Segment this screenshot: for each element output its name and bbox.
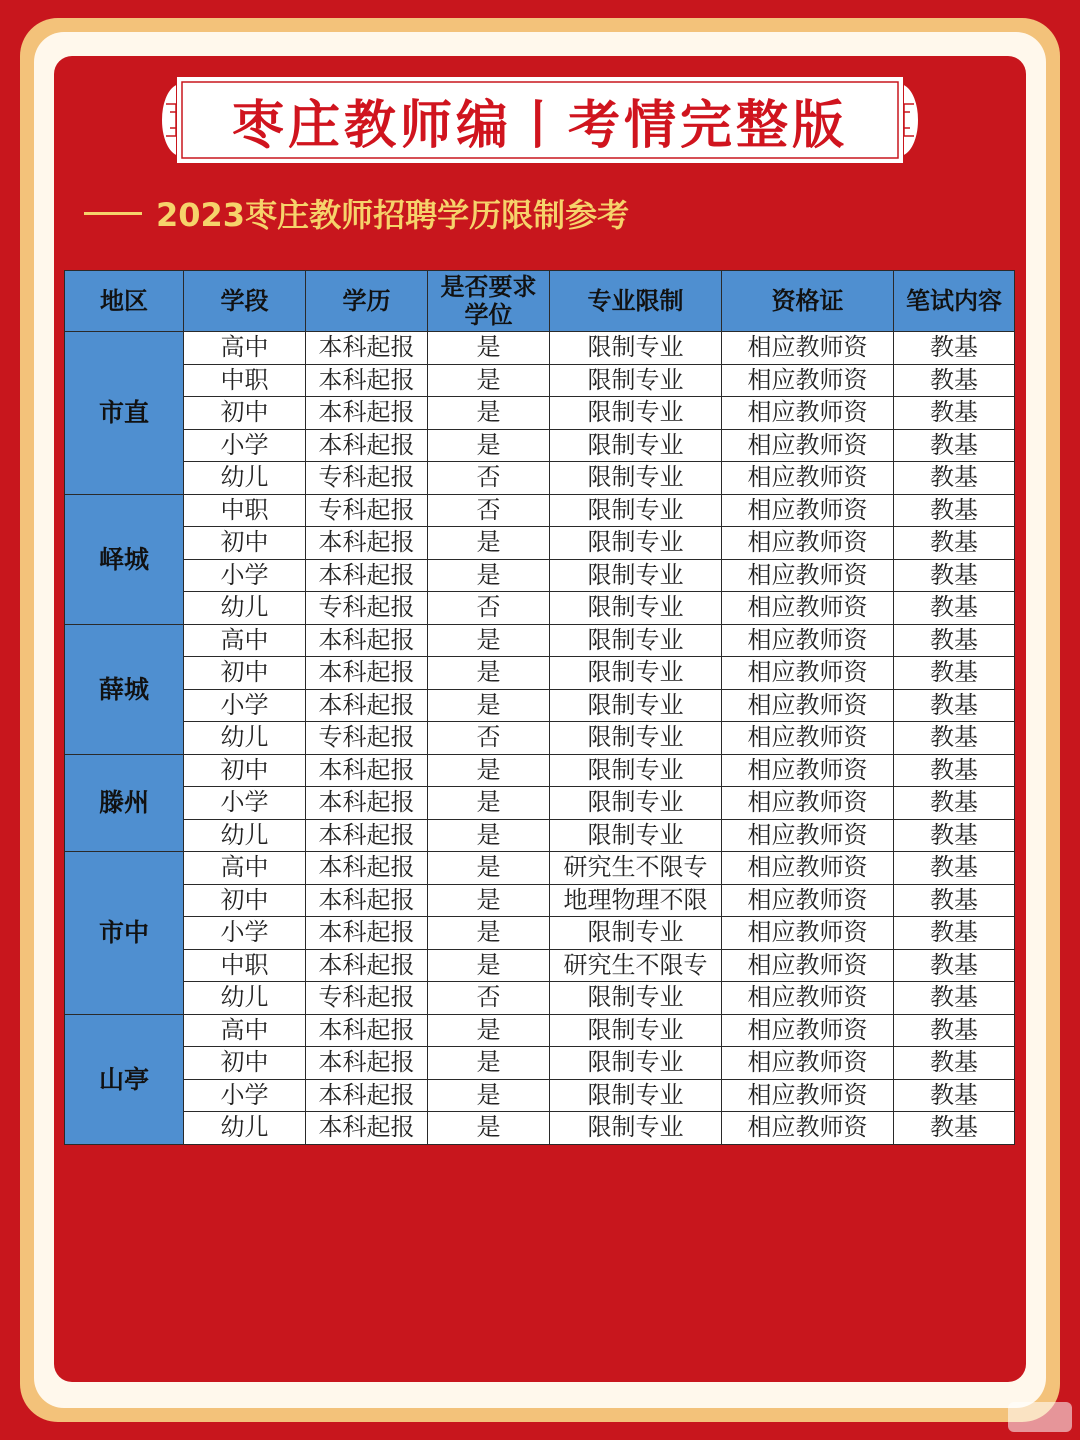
table-cell: 教基: [894, 689, 1015, 722]
table-cell: 相应教师资: [722, 462, 894, 495]
title-banner: [152, 74, 928, 166]
table-cell: 教基: [894, 397, 1015, 430]
table-cell: 相应教师资: [722, 917, 894, 950]
table-cell: 幼儿: [184, 592, 306, 625]
table-cell: 小学: [184, 1079, 306, 1112]
table-cell: 是: [428, 397, 550, 430]
table-row: [65, 852, 1015, 885]
table-cell: 教基: [894, 1014, 1015, 1047]
table-cell: 否: [428, 592, 550, 625]
table-cell: 教基: [894, 852, 1015, 885]
table-cell: 是: [428, 754, 550, 787]
table-cell: 限制专业: [550, 657, 722, 690]
table-cell: 初中: [184, 657, 306, 690]
table-cell: 教基: [894, 1112, 1015, 1145]
watermark-badge: [1008, 1402, 1072, 1432]
table-cell: 限制专业: [550, 1112, 722, 1145]
subtitle-dash: [84, 212, 142, 215]
table-cell: 幼儿: [184, 462, 306, 495]
table-cell: 本科起报: [306, 624, 428, 657]
table-cell: 相应教师资: [722, 592, 894, 625]
table-cell: 教基: [894, 917, 1015, 950]
subtitle-text: 2023枣庄教师招聘学历限制参考: [156, 196, 630, 234]
table-row: [65, 949, 1015, 982]
table-cell: 初中: [184, 397, 306, 430]
table-row: [65, 657, 1015, 690]
table-row: [65, 917, 1015, 950]
table-cell: 是: [428, 429, 550, 462]
table-row: [65, 689, 1015, 722]
table-cell: 相应教师资: [722, 397, 894, 430]
table-cell: 限制专业: [550, 462, 722, 495]
table-row: [65, 364, 1015, 397]
table-cell: 相应教师资: [722, 722, 894, 755]
table-cell: 本科起报: [306, 754, 428, 787]
table-cell: 教基: [894, 527, 1015, 560]
table-row: [65, 722, 1015, 755]
table-row: [65, 1047, 1015, 1080]
table-cell: 限制专业: [550, 559, 722, 592]
table-cell: 中职: [184, 494, 306, 527]
table-cell: 是: [428, 1047, 550, 1080]
table-cell: 教基: [894, 754, 1015, 787]
table-cell: 教基: [894, 657, 1015, 690]
table-cell: 是: [428, 949, 550, 982]
table-cell: 小学: [184, 917, 306, 950]
table-cell: 相应教师资: [722, 949, 894, 982]
region-cell: 市中: [65, 852, 184, 1015]
table-row: [65, 754, 1015, 787]
table-cell: 本科起报: [306, 917, 428, 950]
region-cell: 滕州: [65, 754, 184, 852]
table-cell: 初中: [184, 754, 306, 787]
table-cell: 教基: [894, 332, 1015, 365]
table-cell: 教基: [894, 787, 1015, 820]
requirements-table: [64, 270, 1015, 1145]
table-cell: 相应教师资: [722, 1079, 894, 1112]
table-cell: 限制专业: [550, 364, 722, 397]
region-cell: 山亭: [65, 1014, 184, 1144]
table-cell: 相应教师资: [722, 1014, 894, 1047]
table-cell: 初中: [184, 1047, 306, 1080]
table-cell: 限制专业: [550, 527, 722, 560]
table-row: [65, 559, 1015, 592]
table-cell: 本科起报: [306, 819, 428, 852]
table-cell: 高中: [184, 624, 306, 657]
table-header-row: [65, 271, 1015, 332]
table-row: [65, 592, 1015, 625]
table-cell: 本科起报: [306, 884, 428, 917]
table-row: [65, 982, 1015, 1015]
table-cell: 教基: [894, 949, 1015, 982]
header-cell: 笔试内容: [894, 271, 1015, 332]
table-cell: 教基: [894, 592, 1015, 625]
table-row: [65, 819, 1015, 852]
requirements-table-wrap: [64, 270, 1014, 1145]
table-cell: 本科起报: [306, 364, 428, 397]
table-row: [65, 884, 1015, 917]
table-cell: 相应教师资: [722, 787, 894, 820]
table-cell: 限制专业: [550, 1079, 722, 1112]
table-cell: 是: [428, 819, 550, 852]
header-cell: 学历: [306, 271, 428, 332]
table-cell: 教基: [894, 364, 1015, 397]
table-cell: 是: [428, 917, 550, 950]
table-cell: 幼儿: [184, 1112, 306, 1145]
table-cell: 本科起报: [306, 397, 428, 430]
table-cell: 本科起报: [306, 787, 428, 820]
table-cell: 限制专业: [550, 624, 722, 657]
header-cell: 学段: [184, 271, 306, 332]
table-cell: 本科起报: [306, 657, 428, 690]
table-cell: 限制专业: [550, 429, 722, 462]
table-cell: 幼儿: [184, 982, 306, 1015]
table-cell: 中职: [184, 364, 306, 397]
table-cell: 相应教师资: [722, 494, 894, 527]
table-row: [65, 332, 1015, 365]
table-cell: 限制专业: [550, 819, 722, 852]
table-cell: 相应教师资: [722, 982, 894, 1015]
table-cell: 本科起报: [306, 689, 428, 722]
table-cell: 本科起报: [306, 1112, 428, 1145]
table-cell: 初中: [184, 527, 306, 560]
table-cell: 是: [428, 1112, 550, 1145]
table-cell: 限制专业: [550, 1047, 722, 1080]
table-cell: 教基: [894, 722, 1015, 755]
table-cell: 相应教师资: [722, 754, 894, 787]
table-cell: 相应教师资: [722, 1112, 894, 1145]
table-body: [65, 332, 1015, 1145]
table-cell: 相应教师资: [722, 429, 894, 462]
table-cell: 专科起报: [306, 592, 428, 625]
table-cell: 是: [428, 884, 550, 917]
table-cell: 相应教师资: [722, 657, 894, 690]
table-cell: 教基: [894, 819, 1015, 852]
table-row: [65, 494, 1015, 527]
table-cell: 是: [428, 1014, 550, 1047]
table-cell: 限制专业: [550, 1014, 722, 1047]
table-cell: 教基: [894, 884, 1015, 917]
table-cell: 限制专业: [550, 917, 722, 950]
table-cell: 专科起报: [306, 462, 428, 495]
table-cell: 否: [428, 722, 550, 755]
table-cell: 本科起报: [306, 1079, 428, 1112]
table-cell: 教基: [894, 624, 1015, 657]
table-cell: 本科起报: [306, 559, 428, 592]
table-cell: 初中: [184, 884, 306, 917]
table-cell: 相应教师资: [722, 1047, 894, 1080]
table-cell: 相应教师资: [722, 689, 894, 722]
table-cell: 限制专业: [550, 722, 722, 755]
table-cell: 限制专业: [550, 397, 722, 430]
table-cell: 小学: [184, 787, 306, 820]
table-cell: 地理物理不限: [550, 884, 722, 917]
table-cell: 教基: [894, 982, 1015, 1015]
subtitle-line: [84, 190, 629, 236]
header-cell: 专业限制: [550, 271, 722, 332]
table-row: [65, 527, 1015, 560]
table-cell: 是: [428, 689, 550, 722]
table-cell: 否: [428, 494, 550, 527]
table-cell: 专科起报: [306, 982, 428, 1015]
table-cell: 是: [428, 1079, 550, 1112]
table-cell: 相应教师资: [722, 819, 894, 852]
table-cell: 小学: [184, 559, 306, 592]
table-cell: 是: [428, 559, 550, 592]
region-cell: 峄城: [65, 494, 184, 624]
header-cell: 资格证: [722, 271, 894, 332]
table-cell: 幼儿: [184, 722, 306, 755]
table-cell: 相应教师资: [722, 884, 894, 917]
table-cell: 本科起报: [306, 852, 428, 885]
table-cell: 研究生不限专: [550, 949, 722, 982]
table-cell: 是: [428, 527, 550, 560]
table-row: [65, 787, 1015, 820]
table-cell: 相应教师资: [722, 332, 894, 365]
table-cell: 高中: [184, 852, 306, 885]
header-cell: [428, 271, 550, 332]
table-cell: 本科起报: [306, 949, 428, 982]
table-cell: 是: [428, 787, 550, 820]
table-cell: 是: [428, 624, 550, 657]
table-row: [65, 1014, 1015, 1047]
table-cell: 教基: [894, 1079, 1015, 1112]
table-row: [65, 1112, 1015, 1145]
table-row: [65, 1079, 1015, 1112]
table-cell: 教基: [894, 1047, 1015, 1080]
table-cell: 中职: [184, 949, 306, 982]
table-cell: 限制专业: [550, 787, 722, 820]
table-cell: 否: [428, 462, 550, 495]
table-cell: 相应教师资: [722, 559, 894, 592]
header-cell: 地区: [65, 271, 184, 332]
table-cell: 否: [428, 982, 550, 1015]
table-cell: 本科起报: [306, 527, 428, 560]
table-cell: 教基: [894, 429, 1015, 462]
table-cell: 教基: [894, 559, 1015, 592]
table-cell: 高中: [184, 332, 306, 365]
table-cell: 专科起报: [306, 494, 428, 527]
table-cell: 本科起报: [306, 332, 428, 365]
table-cell: 相应教师资: [722, 364, 894, 397]
table-cell: 本科起报: [306, 1014, 428, 1047]
page-title: 枣庄教师编丨考情完整版: [231, 94, 848, 156]
table-cell: 限制专业: [550, 754, 722, 787]
table-cell: 小学: [184, 689, 306, 722]
region-cell: 市直: [65, 332, 184, 495]
table-row: [65, 429, 1015, 462]
table-cell: 研究生不限专: [550, 852, 722, 885]
table-cell: 限制专业: [550, 592, 722, 625]
table-row: [65, 624, 1015, 657]
table-cell: 是: [428, 852, 550, 885]
table-cell: 幼儿: [184, 819, 306, 852]
table-cell: 限制专业: [550, 332, 722, 365]
table-row: [65, 397, 1015, 430]
table-cell: 是: [428, 364, 550, 397]
table-cell: 专科起报: [306, 722, 428, 755]
table-cell: 本科起报: [306, 1047, 428, 1080]
table-cell: 是: [428, 657, 550, 690]
region-cell: 薛城: [65, 624, 184, 754]
table-cell: 相应教师资: [722, 624, 894, 657]
table-cell: 小学: [184, 429, 306, 462]
table-cell: 是: [428, 332, 550, 365]
table-cell: 限制专业: [550, 494, 722, 527]
table-row: [65, 462, 1015, 495]
table-cell: 教基: [894, 494, 1015, 527]
table-cell: 限制专业: [550, 982, 722, 1015]
header-degree-label: 是否要求学位: [440, 273, 537, 329]
table-cell: 本科起报: [306, 429, 428, 462]
table-cell: 相应教师资: [722, 527, 894, 560]
table-cell: 高中: [184, 1014, 306, 1047]
table-cell: 相应教师资: [722, 852, 894, 885]
table-cell: 限制专业: [550, 689, 722, 722]
table-cell: 教基: [894, 462, 1015, 495]
